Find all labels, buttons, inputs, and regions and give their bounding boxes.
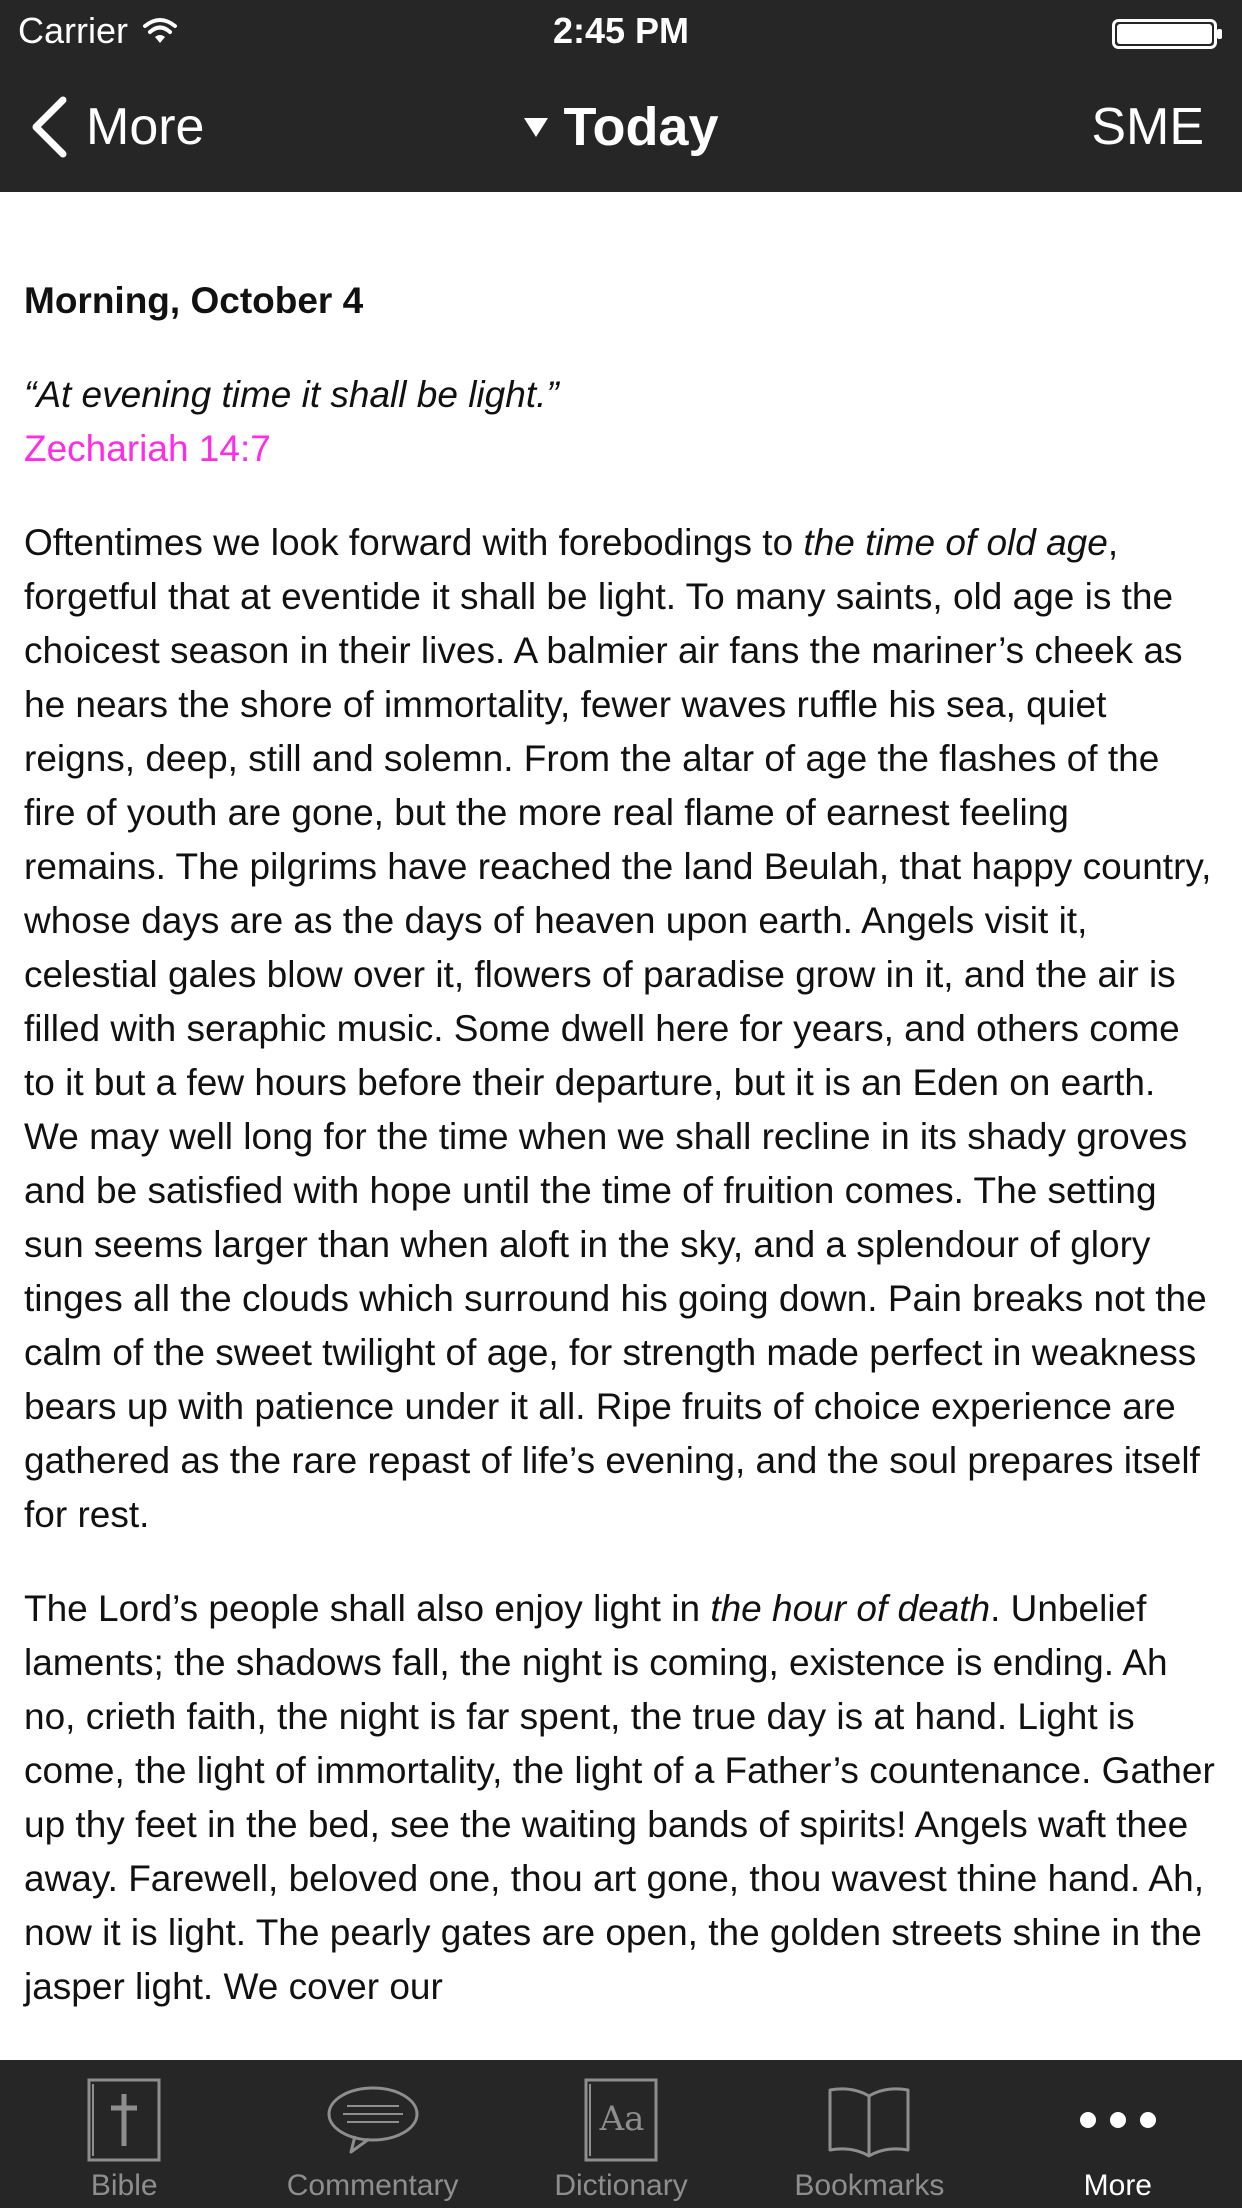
svg-text:Aa: Aa bbox=[599, 2099, 645, 2139]
bookmarks-icon bbox=[745, 2074, 993, 2166]
reading-paragraph bbox=[24, 1582, 1218, 2014]
tab-label: Bookmarks bbox=[794, 2169, 945, 2202]
carrier-label: Carrier bbox=[18, 10, 129, 51]
nav-title: Today bbox=[563, 97, 719, 157]
paragraph-text: . Unbelief laments; the shadows fall, the night is coming, existence is ending. Ah no, crieth faith, the night is far spent, the true day is at hand. Light is come, the light of immortality, the light of a Father’s countenance. Gather up thy feet in the bed, see the waiting bands of spirits! Angels waft thee away. Farewell, beloved one, thou art gone, thou wavest thine hand. Ah, now it is light. The pearly gates are open, the golden streets shine in the jasper light. We cover our bbox=[24, 1588, 1215, 2007]
paragraph-emphasis: the time of old age bbox=[803, 522, 1108, 563]
tab-more[interactable] bbox=[994, 2060, 1242, 2208]
version-button[interactable]: SME bbox=[1091, 98, 1204, 156]
paragraph-text: The Lord’s people shall also enjoy light in bbox=[24, 1588, 711, 1629]
tab-commentary[interactable] bbox=[248, 2060, 496, 2208]
dictionary-icon bbox=[497, 2074, 745, 2166]
reading-heading: Morning, October 4 bbox=[24, 280, 364, 321]
triangle-down-icon bbox=[523, 116, 549, 138]
tab-label: Commentary bbox=[286, 2169, 459, 2202]
tab-label: Bible bbox=[90, 2169, 158, 2202]
tab-bar bbox=[0, 2060, 1242, 2208]
paragraph-emphasis: the hour of death bbox=[710, 1588, 991, 1629]
tab-bookmarks[interactable] bbox=[745, 2060, 993, 2208]
more-icon bbox=[994, 2074, 1242, 2166]
navigation-bar bbox=[0, 62, 1242, 192]
bible-icon bbox=[0, 2074, 248, 2166]
back-button-label: More bbox=[86, 98, 205, 156]
tab-label: Dictionary bbox=[554, 2169, 688, 2202]
status-time: 2:45 PM bbox=[552, 10, 690, 51]
battery-icon bbox=[1112, 16, 1224, 58]
paragraph-text: Oftentimes we look forward with forebodings to bbox=[24, 522, 804, 563]
paragraph-text: , forgetful that at eventide it shall be light. To many saints, old age is the choicest season in their lives. A balmier air fans the mariner’s cheek as he nears the shore of immortality, fewer waves ruffle his sea, quiet reigns, deep, still and solemn. From the altar of age the flashes of the fire of youth are gone, but the more real flame of earnest feeling remains. The pilgrims have reached the land Beulah, that happy country, whose days are as the days of heaven upon earth. Angels visit it, celestial gales blow over it, flowers of paradise grow in it, and the air is filled with seraphic music. Some dwell here for years, and others come to it but a few hours before their departure, but it is an Eden on earth. We may well long for the time when we shall recline in its shady groves and be satisfied with hope until the time of fruition comes. The setting sun seems larger than when aloft in the sky, and a splendour of glory tinges all the clouds which surround his going down. Pain breaks not the calm of the sweet twilight of age, for strength made perfect in weakness bears up with patience under it all. Ripe fruits of choice experience are gathered as the rare repast of life’s evening, and the soul prepares itself for rest. bbox=[24, 522, 1212, 1535]
reading-paragraph bbox=[24, 516, 1218, 1542]
status-bar bbox=[0, 0, 1242, 62]
commentary-icon bbox=[248, 2074, 496, 2166]
devotional-content[interactable] bbox=[0, 192, 1242, 2060]
tab-bible[interactable] bbox=[0, 2060, 248, 2208]
tab-dictionary[interactable] bbox=[497, 2060, 745, 2208]
tab-label: More bbox=[1083, 2169, 1152, 2202]
verse-reference-link[interactable]: Zechariah 14:7 bbox=[24, 428, 271, 469]
verse-quote: “At evening time it shall be light.” bbox=[24, 374, 559, 415]
date-selector[interactable] bbox=[0, 92, 1242, 162]
